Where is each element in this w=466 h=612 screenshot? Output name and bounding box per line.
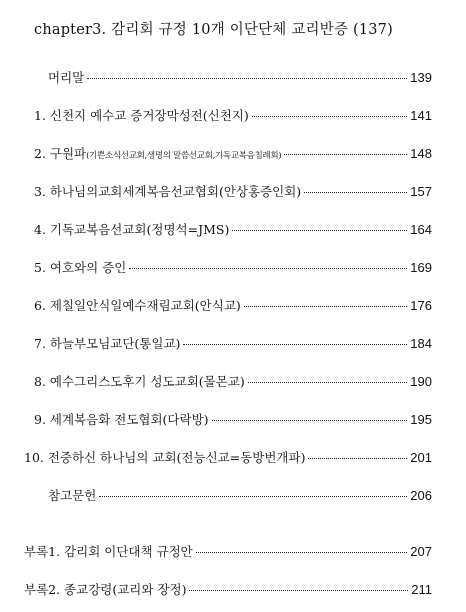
- toc-entry-7[interactable]: [34, 334, 432, 352]
- toc-page-number: 190: [410, 374, 432, 389]
- dot-leader: [252, 116, 408, 117]
- dot-leader: [212, 420, 408, 421]
- toc-entry-8[interactable]: [34, 372, 432, 390]
- toc-entry-6[interactable]: [34, 296, 432, 314]
- toc-entry-label: 머리말: [48, 70, 85, 85]
- toc-entry-label: [34, 144, 281, 162]
- toc-entry-main: 2. 구원파: [34, 146, 87, 161]
- toc-entry-1[interactable]: [34, 106, 432, 124]
- toc-entry-label: 4. 기독교복음선교회(정명석=JMS): [34, 222, 230, 237]
- toc-entry-label: 8. 예수그리스도후기 성도교회(몰몬교): [34, 374, 245, 389]
- toc-page-number: 201: [410, 450, 432, 465]
- toc-page-number: 164: [410, 222, 432, 237]
- toc-entry-3[interactable]: [34, 182, 432, 200]
- toc-entry-label: 5. 여호와의 증인: [34, 260, 127, 275]
- dot-leader: [304, 192, 407, 193]
- toc-page-number: 139: [410, 70, 432, 85]
- toc-entry-5[interactable]: [34, 258, 432, 276]
- dot-leader: [129, 268, 407, 269]
- toc-page-number: 169: [410, 260, 432, 275]
- dot-leader: [183, 344, 407, 345]
- toc-page-number: 195: [410, 412, 432, 427]
- chapter-title: chapter3. 감리회 규정 10개 이단단체 교리반증 (137): [34, 22, 393, 38]
- toc-entry-label: 부록1. 감리회 이단대책 규정안: [24, 544, 193, 559]
- dot-leader: [308, 458, 407, 459]
- toc-page-number: 207: [410, 544, 432, 559]
- toc-entry-subtitle: (기쁜소식선교회,생명의 말씀선교회,기독교복음침례회): [86, 151, 282, 161]
- toc-page-number: 157: [410, 184, 432, 199]
- dot-leader: [248, 382, 408, 383]
- toc-page-number: 211: [411, 582, 432, 597]
- toc-entry-4[interactable]: [34, 220, 432, 238]
- toc-page-number: 176: [410, 298, 432, 313]
- toc-entry-2[interactable]: [34, 144, 432, 162]
- toc-entry-references[interactable]: [48, 486, 432, 504]
- toc-entry-10[interactable]: [24, 448, 432, 466]
- toc-entry-label: 부록2. 종교강령(교리와 장정): [24, 582, 187, 597]
- dot-leader: [87, 78, 407, 79]
- toc-page-number: 148: [410, 146, 432, 161]
- dot-leader: [196, 552, 408, 553]
- dot-leader: [232, 230, 407, 231]
- toc-entry-label: 10. 전중하신 하나님의 교회(전능신교=동방번개파): [24, 450, 306, 465]
- toc-entry-label: 6. 제칠일안식일예수재림교회(안식교): [34, 298, 241, 313]
- toc-page-number: 184: [410, 336, 432, 351]
- toc-page-number: 141: [410, 108, 432, 123]
- dot-leader: [189, 590, 408, 591]
- toc-page-number: 206: [410, 488, 432, 503]
- dot-leader: [99, 496, 407, 497]
- toc-entry-label: 3. 하나님의교회세계복음선교협회(안상홍증인회): [34, 184, 302, 199]
- toc-entry-preface[interactable]: [48, 68, 432, 86]
- toc-appendix-1[interactable]: [24, 542, 432, 560]
- toc-entry-label: 1. 신천지 예수교 증거장막성전(신천지): [34, 108, 249, 123]
- toc-appendix-2[interactable]: [24, 580, 432, 598]
- toc-entry-9[interactable]: [34, 410, 432, 428]
- toc-entry-label: 참고문헌: [48, 488, 97, 503]
- toc-entry-label: 7. 하늘부모님교단(통일교): [34, 336, 181, 351]
- dot-leader: [244, 306, 408, 307]
- dot-leader: [284, 154, 407, 155]
- toc-entry-label: 9. 세계복음화 전도협회(다락방): [34, 412, 209, 427]
